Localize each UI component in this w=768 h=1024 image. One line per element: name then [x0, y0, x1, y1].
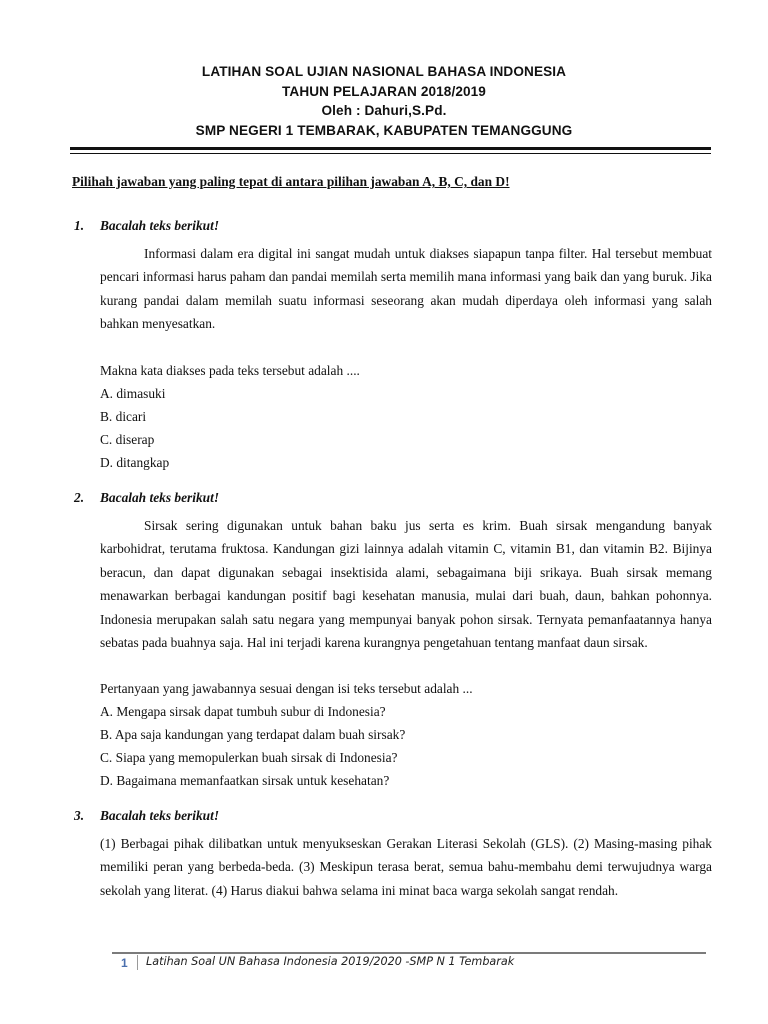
answer-option-c: C. diserap — [100, 431, 155, 447]
answer-option-c: C. Siapa yang memopulerkan buah sirsak di Indonesia? — [100, 750, 398, 766]
instruction-text: Pilihah jawaban yang paling tepat di antara pilihan jawaban A, B, C, dan D! — [72, 174, 510, 189]
page-number: 1 — [121, 956, 128, 970]
footer-rule — [112, 952, 706, 954]
question-passage: Informasi dalam era digital ini sangat mudah untuk diakses siapapun tanpa filter. Hal tersebut membuat pencari informasi harus paham dan pandai memilah serta memilih mana informasi yang baik dan yang buruk. Jika kurang pandai dalam memilah suatu informasi seseorang akan mudah diperdaya oleh informasi yang salah bahkan menyesatkan. — [100, 246, 712, 332]
answer-option-b: B. Apa saja kandungan yang terdapat dalam buah sirsak? — [100, 727, 406, 743]
question-1 — [72, 218, 712, 474]
question-passage: (1) Berbagai pihak dilibatkan untuk menyukseskan Gerakan Literasi Sekolah (GLS). (2) Masing-masing pihak memiliki peran yang berbeda-beda. (3) Meskipun terasa berat, semua bahu-membahu demi terwujudnya warga sekolah yang literat. (4) Harus diakui bahwa selama ini minat baca warga sekolah sangat rendah. — [100, 836, 712, 898]
answer-option-d: D. ditangkap — [100, 454, 170, 470]
header-school-year: TAHUN PELAJARAN 2018/2019 — [282, 83, 486, 99]
header-title: LATIHAN SOAL UJIAN NASIONAL BAHASA INDONESIA — [201, 64, 567, 79]
question-number: 2. — [74, 490, 85, 505]
question-number: 1. — [74, 218, 85, 233]
header-school: SMP NEGERI 1 TEMBARAK, KABUPATEN TEMANGGUNG — [195, 122, 573, 138]
question-title: Bacalah teks berikut! — [100, 490, 220, 505]
question-3 — [72, 808, 712, 902]
header-divider-thin — [70, 153, 711, 154]
header-author: Oleh : Dahuri,S.Pd. — [321, 103, 447, 118]
question-prompt: Pertanyaan yang jawabannya sesuai dengan isi teks tersebut adalah ... — [100, 681, 473, 697]
document-header — [0, 62, 768, 140]
question-2 — [72, 490, 712, 792]
answer-option-d: D. Bagaimana memanfaatkan sirsak untuk kesehatan? — [100, 773, 390, 789]
answer-option-a: A. dimasuki — [100, 385, 166, 401]
question-number: 3. — [74, 808, 85, 823]
question-prompt: Makna kata diakses pada teks tersebut adalah .... — [100, 362, 360, 378]
question-title: Bacalah teks berikut! — [100, 218, 220, 233]
header-divider-thick — [70, 147, 711, 150]
answer-option-b: B. dicari — [100, 408, 147, 424]
footer-separator — [137, 955, 138, 970]
question-title: Bacalah teks berikut! — [100, 808, 220, 823]
question-passage: Sirsak sering digunakan untuk bahan baku jus serta es krim. Buah sirsak mengandung banyak karbohidrat, terutama fruktosa. Kandungan gizi lainnya adalah vitamin C, vitamin B1, dan vitamin B2. Bijinya beracun, dan dapat digunakan sebagai insektisida alami, sebagaimana biji srikaya. Buah sirsak memang menawarkan berbagai kandungan positif bagi kesehatan manusia, mulai dari buah, daun, bahkan pohonnya. Indonesia merupakan salah satu negara yang mempunyai banyak pohon sirsak. Ternyata pemanfaatannya hanya sebatas pada buahnya saja. Hal ini terjadi karena kurangnya pengetahuan tentang manfaat daun sirsak. — [100, 518, 712, 651]
answer-option-a: A. Mengapa sirsak dapat tumbuh subur di Indonesia? — [100, 704, 386, 720]
footer-text: Latihan Soal UN Bahasa Indonesia 2019/2020 -SMP N 1 Tembarak — [146, 955, 515, 968]
